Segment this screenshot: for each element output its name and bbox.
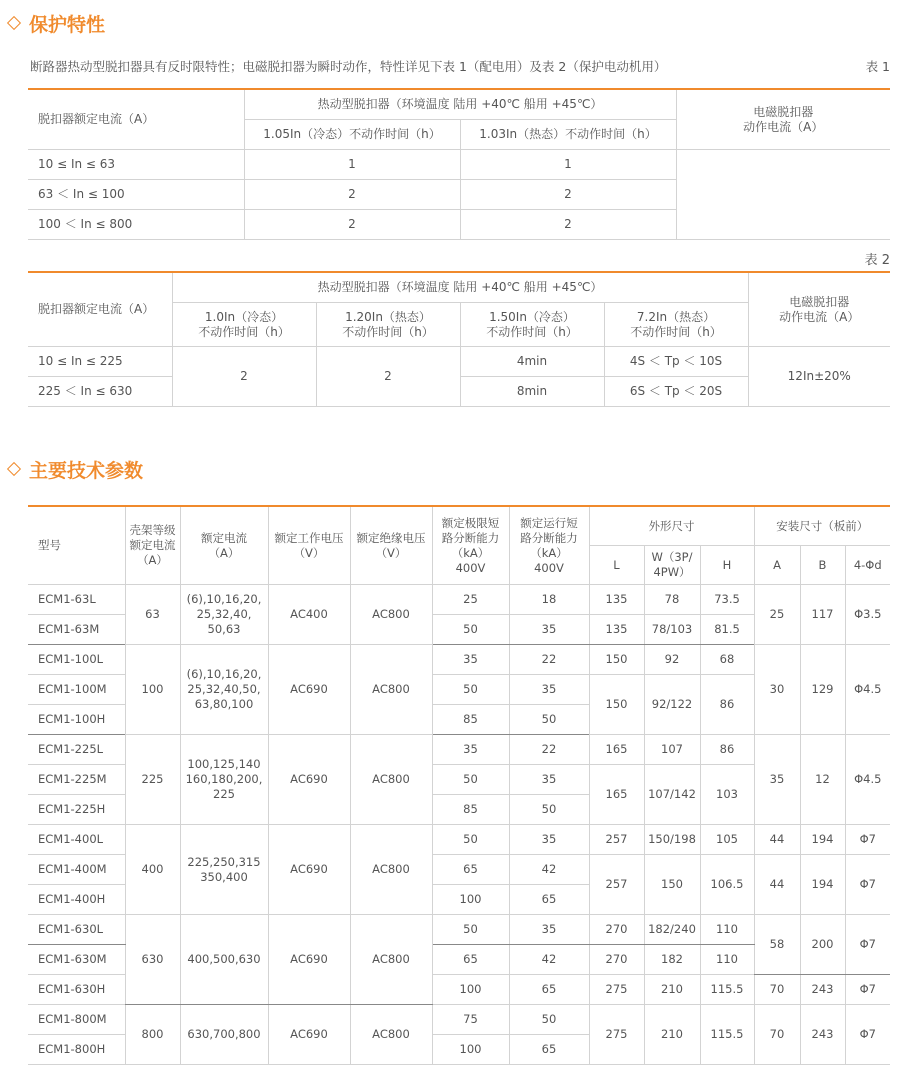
cell-model: ECM1-63M [28, 615, 125, 645]
cell-c2: 2 [316, 347, 460, 407]
cell-W: 150 [644, 855, 700, 915]
cell-current: 630,700,800 [180, 1005, 268, 1065]
cell-icu: 100 [432, 885, 509, 915]
cell-A: 70 [754, 1005, 800, 1065]
cell-D: Φ3.5 [845, 585, 890, 645]
header-rated-current: 脱扣器额定电流（A） [28, 89, 244, 150]
cell-B: 129 [800, 645, 845, 735]
cell-icu: 25 [432, 585, 509, 615]
cell-insulation: AC800 [350, 1005, 432, 1065]
intro-paragraph [30, 57, 890, 75]
cell-icu: 35 [432, 645, 509, 675]
cell-L: 275 [589, 975, 644, 1005]
cell-magnetic: 12In±20% [748, 347, 890, 407]
cell-A: 35 [754, 735, 800, 825]
section-title-text: 保护特性 [29, 13, 106, 36]
cell-A: 70 [754, 975, 800, 1005]
cell-insulation: AC800 [350, 915, 432, 1005]
cell-model: ECM1-100H [28, 705, 125, 735]
cell-ics: 65 [509, 1035, 589, 1065]
cell-L: 270 [589, 915, 644, 945]
cell-W: 92/122 [644, 675, 700, 735]
cell-W: 182 [644, 945, 700, 975]
table-row [28, 645, 890, 675]
cell-range: 100 ＜ In ≤ 800 [28, 210, 244, 240]
cell-ics: 35 [509, 615, 589, 645]
cell-icu: 50 [432, 825, 509, 855]
cell-B: 117 [800, 585, 845, 645]
cell-B: 243 [800, 975, 845, 1005]
cell-c4: 6S ＜ Tp ＜ 20S [604, 377, 748, 407]
cell-ics: 35 [509, 675, 589, 705]
cell-ics: 50 [509, 1005, 589, 1035]
cell-voltage: AC690 [268, 825, 350, 915]
section-title-protection [4, 8, 105, 38]
cell-ics: 42 [509, 855, 589, 885]
diamond-bullet-icon [7, 462, 21, 476]
cell-model: ECM1-400M [28, 855, 125, 885]
table-row [28, 585, 890, 615]
table-row [28, 735, 890, 765]
cell-L: 257 [589, 825, 644, 855]
cell-current: 225,250,315 350,400 [180, 825, 268, 915]
cell-insulation: AC800 [350, 735, 432, 825]
cell-ics: 22 [509, 645, 589, 675]
cell-c4: 4S ＜ Tp ＜ 10S [604, 347, 748, 377]
cell-icu: 85 [432, 705, 509, 735]
header-c4: 7.2In（热态） 不动作时间（h） [604, 303, 748, 347]
cell-H: 105 [700, 825, 754, 855]
cell-frame: 400 [125, 825, 180, 915]
cell-D: Φ4.5 [845, 645, 890, 735]
cell-A: 44 [754, 825, 800, 855]
cell-voltage: AC690 [268, 735, 350, 825]
header-L: L [589, 546, 644, 585]
cell-model: ECM1-800M [28, 1005, 125, 1035]
cell-W: 107/142 [644, 765, 700, 825]
section-title-specs [4, 454, 143, 484]
cell-L: 150 [589, 645, 644, 675]
cell-model: ECM1-400L [28, 825, 125, 855]
cell-ics: 35 [509, 825, 589, 855]
cell-cold: 2 [244, 180, 460, 210]
header-mounting: 安装尺寸（板前） [754, 506, 890, 546]
cell-D: Φ7 [845, 825, 890, 855]
cell-H: 110 [700, 915, 754, 945]
cell-A: 30 [754, 645, 800, 735]
header-D: 4-Φd [845, 546, 890, 585]
table-row [28, 915, 890, 945]
header-magnetic: 电磁脱扣器 动作电流（A） [676, 89, 890, 150]
table1-label: 表 1 [865, 59, 890, 74]
cell-icu: 50 [432, 615, 509, 645]
header-H: H [700, 546, 754, 585]
cell-voltage: AC690 [268, 645, 350, 735]
cell-icu: 50 [432, 675, 509, 705]
cell-insulation: AC800 [350, 825, 432, 915]
cell-H: 106.5 [700, 855, 754, 915]
cell-W: 150/198 [644, 825, 700, 855]
header-c2: 1.20In（热态） 不动作时间（h） [316, 303, 460, 347]
cell-icu: 65 [432, 945, 509, 975]
cell-range: 63 ＜ In ≤ 100 [28, 180, 244, 210]
cell-D: Φ7 [845, 1005, 890, 1065]
cell-ics: 35 [509, 915, 589, 945]
cell-ics: 50 [509, 795, 589, 825]
header-hot: 1.03In（热态）不动作时间（h） [460, 120, 676, 150]
cell-c3: 8min [460, 377, 604, 407]
table-row [28, 347, 890, 377]
intro-text: 断路器热动型脱扣器具有反时限特性；电磁脱扣器为瞬时动作，特性详见下表 1（配电用）及表 2（保护电动机用） [30, 59, 667, 74]
cell-model: ECM1-225M [28, 765, 125, 795]
table-row [28, 825, 890, 855]
cell-current: (6),10,16,20, 25,32,40, 50,63 [180, 585, 268, 645]
header-c3: 1.50In（冷态） 不动作时间（h） [460, 303, 604, 347]
cell-B: 12 [800, 735, 845, 825]
header-frame: 壳架等级 额定电流 （A） [125, 506, 180, 585]
header-B: B [800, 546, 845, 585]
table-protection-distribution [28, 88, 890, 240]
cell-cold: 2 [244, 210, 460, 240]
cell-model: ECM1-800H [28, 1035, 125, 1065]
cell-H: 81.5 [700, 615, 754, 645]
cell-icu: 75 [432, 1005, 509, 1035]
table-row [28, 1005, 890, 1035]
cell-ics: 50 [509, 705, 589, 735]
cell-W: 78 [644, 585, 700, 615]
cell-ics: 35 [509, 765, 589, 795]
cell-range: 10 ≤ In ≤ 63 [28, 150, 244, 180]
cell-c1: 2 [172, 347, 316, 407]
cell-icu: 100 [432, 975, 509, 1005]
cell-L: 270 [589, 945, 644, 975]
cell-model: ECM1-63L [28, 585, 125, 615]
cell-D: Φ7 [845, 855, 890, 915]
cell-voltage: AC690 [268, 1005, 350, 1065]
cell-B: 194 [800, 825, 845, 855]
cell-L: 150 [589, 675, 644, 735]
cell-A: 25 [754, 585, 800, 645]
header-dimensions: 外形尺寸 [589, 506, 754, 546]
cell-model: ECM1-630L [28, 915, 125, 945]
cell-H: 86 [700, 735, 754, 765]
header-cold: 1.05In（冷态）不动作时间（h） [244, 120, 460, 150]
cell-W: 78/103 [644, 615, 700, 645]
cell-ics: 65 [509, 885, 589, 915]
cell-icu: 65 [432, 855, 509, 885]
cell-frame: 63 [125, 585, 180, 645]
cell-W: 92 [644, 645, 700, 675]
cell-hot: 1 [460, 150, 676, 180]
cell-L: 165 [589, 735, 644, 765]
cell-B: 194 [800, 855, 845, 915]
header-model: 型号 [28, 506, 125, 585]
header-A: A [754, 546, 800, 585]
cell-A: 58 [754, 915, 800, 975]
cell-L: 165 [589, 765, 644, 825]
cell-L: 275 [589, 1005, 644, 1065]
cell-W: 107 [644, 735, 700, 765]
cell-icu: 50 [432, 765, 509, 795]
header-icu: 额定极限短 路分断能力 （kA） 400V [432, 506, 509, 585]
diamond-bullet-icon [7, 16, 21, 30]
cell-frame: 225 [125, 735, 180, 825]
cell-D: Φ4.5 [845, 735, 890, 825]
cell-hot: 2 [460, 180, 676, 210]
cell-icu: 35 [432, 735, 509, 765]
header-magnetic: 电磁脱扣器 动作电流（A） [748, 272, 890, 347]
cell-H: 115.5 [700, 975, 754, 1005]
cell-D: Φ7 [845, 975, 890, 1005]
cell-current: (6),10,16,20, 25,32,40,50, 63,80,100 [180, 645, 268, 735]
header-ics: 额定运行短 路分断能力 （kA） 400V [509, 506, 589, 585]
cell-voltage: AC690 [268, 915, 350, 1005]
cell-L: 257 [589, 855, 644, 915]
header-insulation: 额定绝缘电压 （V） [350, 506, 432, 585]
header-thermal: 热动型脱扣器（环境温度 陆用 +40℃ 船用 +45℃） [172, 272, 748, 303]
cell-c3: 4min [460, 347, 604, 377]
cell-current: 100,125,140 160,180,200, 225 [180, 735, 268, 825]
cell-A: 44 [754, 855, 800, 915]
cell-model: ECM1-630H [28, 975, 125, 1005]
header-thermal: 热动型脱扣器（环境温度 陆用 +40℃ 船用 +45℃） [244, 89, 676, 120]
cell-frame: 630 [125, 915, 180, 1005]
cell-current: 400,500,630 [180, 915, 268, 1005]
cell-B: 243 [800, 1005, 845, 1065]
cell-range: 225 ＜ In ≤ 630 [28, 377, 172, 407]
cell-ics: 18 [509, 585, 589, 615]
cell-frame: 800 [125, 1005, 180, 1065]
cell-H: 86 [700, 675, 754, 735]
cell-range: 10 ≤ In ≤ 225 [28, 347, 172, 377]
cell-W: 182/240 [644, 915, 700, 945]
cell-insulation: AC800 [350, 585, 432, 645]
header-c1: 1.0In（冷态） 不动作时间（h） [172, 303, 316, 347]
cell-H: 73.5 [700, 585, 754, 615]
cell-magnetic-empty [676, 150, 890, 240]
cell-hot: 2 [460, 210, 676, 240]
cell-ics: 65 [509, 975, 589, 1005]
cell-icu: 50 [432, 915, 509, 945]
table-protection-motor [28, 271, 890, 407]
table-tech-params [28, 505, 890, 1065]
cell-H: 68 [700, 645, 754, 675]
cell-insulation: AC800 [350, 645, 432, 735]
cell-voltage: AC400 [268, 585, 350, 645]
cell-ics: 22 [509, 735, 589, 765]
cell-H: 110 [700, 945, 754, 975]
cell-W: 210 [644, 1005, 700, 1065]
cell-icu: 100 [432, 1035, 509, 1065]
cell-model: ECM1-100L [28, 645, 125, 675]
cell-model: ECM1-225H [28, 795, 125, 825]
cell-cold: 1 [244, 150, 460, 180]
cell-H: 103 [700, 765, 754, 825]
section-title-text: 主要技术参数 [29, 459, 144, 482]
cell-B: 200 [800, 915, 845, 975]
cell-L: 135 [589, 585, 644, 615]
header-voltage: 额定工作电压 （V） [268, 506, 350, 585]
cell-icu: 85 [432, 795, 509, 825]
cell-L: 135 [589, 615, 644, 645]
cell-model: ECM1-225L [28, 735, 125, 765]
cell-model: ECM1-400H [28, 885, 125, 915]
cell-ics: 42 [509, 945, 589, 975]
cell-model: ECM1-100M [28, 675, 125, 705]
cell-model: ECM1-630M [28, 945, 125, 975]
cell-D: Φ7 [845, 915, 890, 975]
cell-W: 210 [644, 975, 700, 1005]
table-row [28, 150, 890, 180]
cell-frame: 100 [125, 645, 180, 735]
header-rated-current: 脱扣器额定电流（A） [28, 272, 172, 347]
table2-label: 表 2 [864, 253, 890, 268]
header-current: 额定电流 （A） [180, 506, 268, 585]
cell-H: 115.5 [700, 1005, 754, 1065]
header-W: W（3P/ 4PW） [644, 546, 700, 585]
